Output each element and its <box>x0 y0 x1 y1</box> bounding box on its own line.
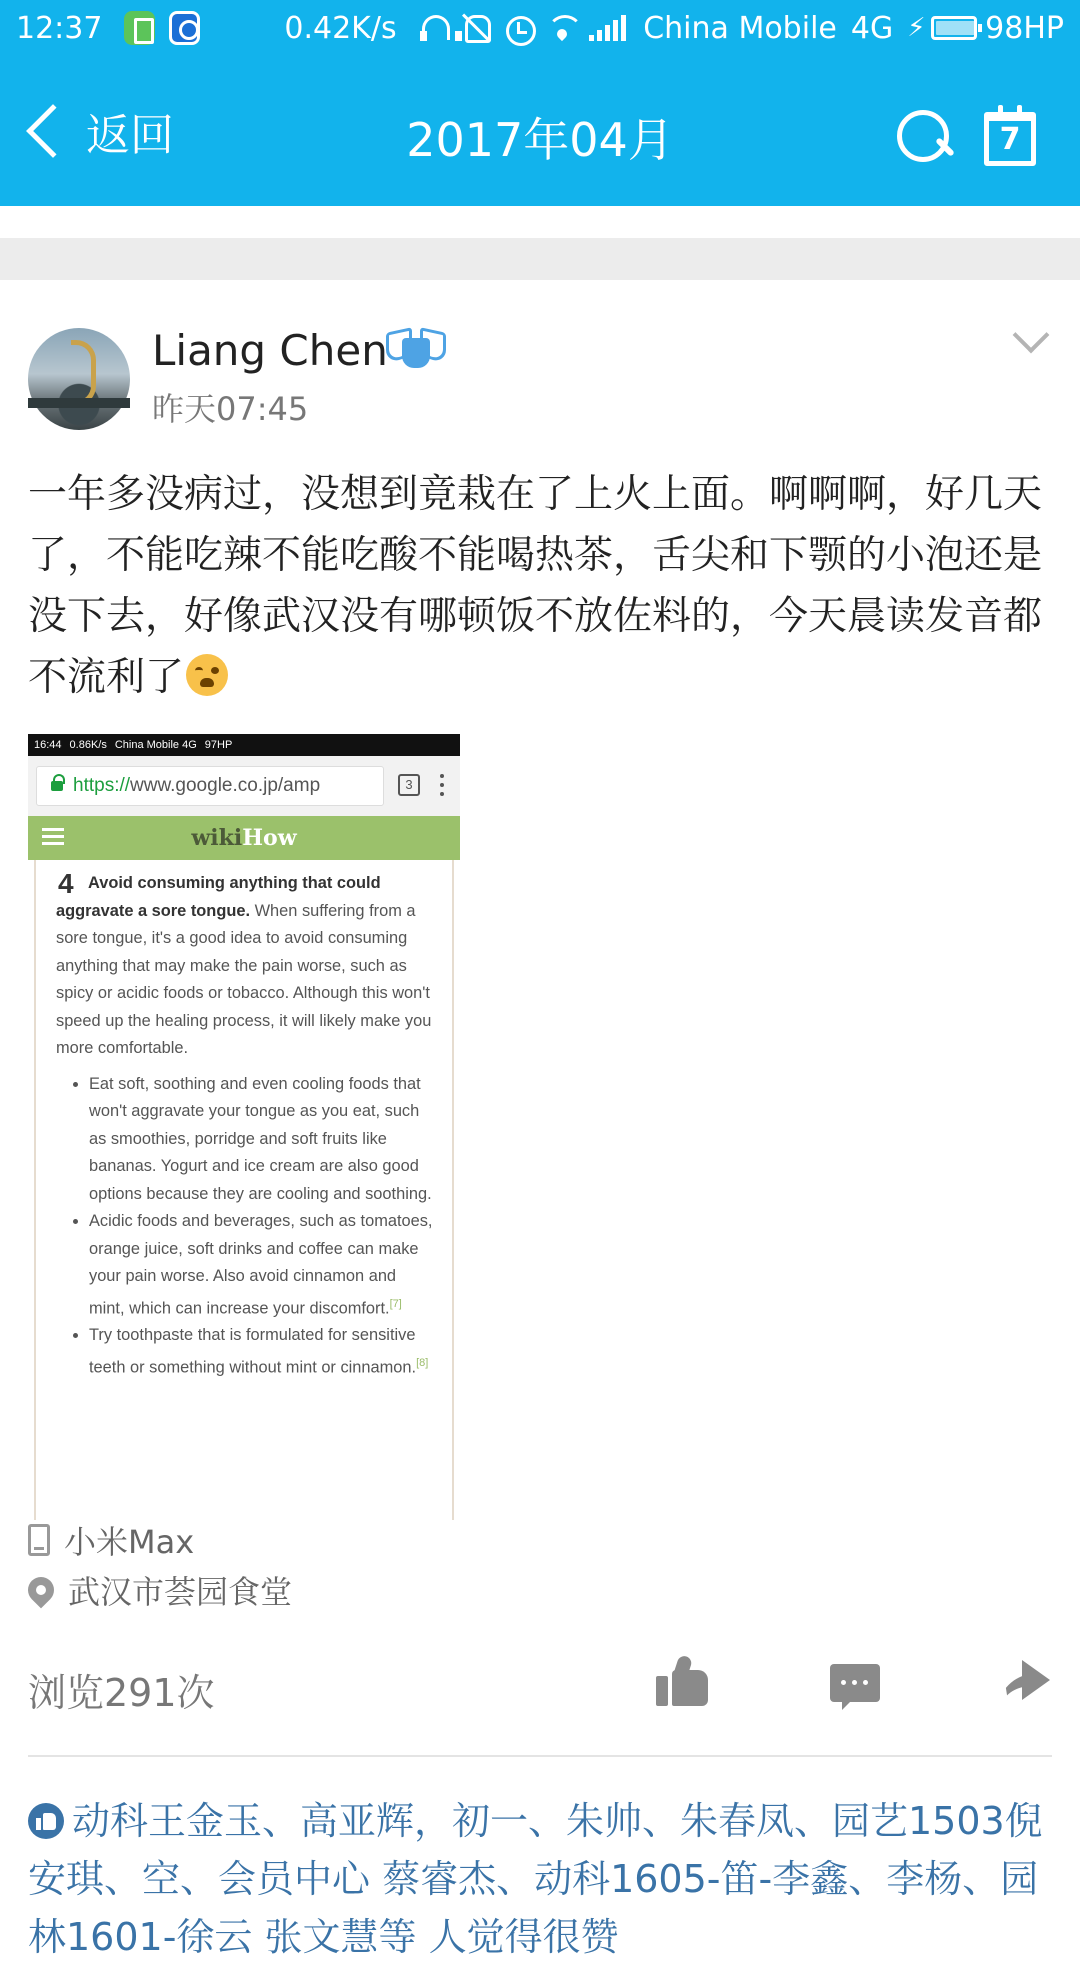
image-status-speed: 0.86K/s <box>69 739 107 751</box>
chevron-down-icon[interactable] <box>1013 317 1050 354</box>
back-button[interactable] <box>20 96 174 166</box>
vip-badge-icon[interactable] <box>386 326 446 370</box>
back-label: 返回 <box>86 110 174 161</box>
image-url-scheme: https:// <box>73 775 131 796</box>
list-item <box>89 1322 436 1381</box>
signal-icon <box>589 15 629 41</box>
device-name: 小米Max <box>64 1523 195 1561</box>
status-bar <box>0 0 1080 56</box>
page-title: 2017年04月 <box>406 113 674 167</box>
bullet-text: Acidic foods and beverages, such as tomatoes, orange juice, soft drinks and coffee can make your pain worse. Also avoid cinnamon and mint, which can increase your discomfort. <box>89 1212 433 1317</box>
image-status-time: 16:44 <box>34 739 62 751</box>
network-type: 4G <box>850 10 894 46</box>
menu-icon <box>42 828 64 831</box>
image-status-carrier: China Mobile 4G <box>114 739 197 751</box>
image-url-rest: www.google.co.jp/amp <box>130 775 321 796</box>
image-article <box>34 860 454 1520</box>
image-status-bar <box>28 734 460 756</box>
more-vert-icon <box>432 772 452 798</box>
likers-suffix: 人觉得很赞 <box>428 1915 619 1959</box>
bullet-ref: [8] <box>416 1356 429 1369</box>
mute-icon <box>459 11 490 45</box>
alarm-icon <box>502 11 533 45</box>
bullet-text: Eat soft, soothing and even cooling foods that won't aggravate your tongue as you eat, such as smoothies, porridge and soft fruits like bananas. Yogurt and ice cream are also good options because they are cooling and soothing. <box>89 1074 432 1203</box>
divider <box>28 1755 1052 1757</box>
location-info[interactable] <box>28 1568 292 1612</box>
calendar-icon[interactable]: 7 <box>984 112 1036 166</box>
image-status-battery: 97HP <box>204 739 233 751</box>
likers-list[interactable] <box>28 1792 1058 1959</box>
step-text: When suffering from a sore tongue, it's a good idea to avoid consuming anything that may make the pain worse, such as spicy or acidic foods or tobacco. Although this won't speed up the healing process, it will likely make you more comfortable. <box>56 901 432 1057</box>
bullet-text: Try toothpaste that is formulated for sensitive teeth or something without mint or cinnamon. <box>89 1326 417 1377</box>
list-item <box>89 1208 436 1322</box>
step-paragraph <box>56 870 436 1063</box>
comment-icon[interactable] <box>830 1664 880 1702</box>
search-icon[interactable] <box>895 108 955 168</box>
lock-icon <box>51 781 63 791</box>
bullet-ref: [7] <box>389 1297 402 1310</box>
carrier-name: China Mobile <box>643 10 837 46</box>
list-item <box>89 1071 436 1209</box>
notification-app-icon <box>169 11 200 45</box>
author-name[interactable]: Liang Chen <box>152 326 388 375</box>
post-image[interactable] <box>28 734 460 1502</box>
device-info <box>28 1518 194 1562</box>
tired-face-emoji-icon <box>186 654 228 696</box>
back-chevron-icon <box>26 104 80 158</box>
network-speed: 0.42K/s <box>284 10 397 46</box>
headset-icon <box>417 11 448 45</box>
site-logo-how: How <box>242 825 297 851</box>
location-pin-icon <box>23 1572 60 1609</box>
title-bar <box>0 56 1080 206</box>
location-name: 武汉市荟园食堂 <box>68 1573 293 1611</box>
step-title: Avoid consuming anything that could aggravate a sore tongue. <box>56 874 381 920</box>
step-bullets <box>56 1071 436 1382</box>
image-site-header <box>28 816 460 860</box>
like-icon[interactable] <box>656 1656 710 1708</box>
status-time: 12:37 <box>16 10 103 46</box>
site-logo-wiki: wiki <box>191 825 243 851</box>
charging-icon: ⚡ <box>907 13 926 43</box>
phone-icon <box>28 1524 50 1556</box>
likers-names[interactable]: 动科王金玉、高亚辉，初一、朱帅、朱春凤、园艺1503倪安琪、空、会员中心 蔡睿杰、动科1605-笛-李鑫、李杨、园林1601-徐云 张文慧等 <box>28 1799 1043 1959</box>
step-number: 4 <box>58 868 74 899</box>
post-text <box>28 464 1058 708</box>
notification-app-icon <box>124 11 155 45</box>
share-icon[interactable] <box>998 1660 1052 1706</box>
battery-level: 98HP <box>985 10 1064 46</box>
section-divider <box>0 238 1080 280</box>
thumbs-up-icon <box>28 1803 64 1839</box>
wifi-icon <box>545 11 576 45</box>
battery-icon <box>931 16 977 40</box>
image-browser-bar <box>28 756 460 816</box>
avatar[interactable] <box>28 328 130 430</box>
post-time: 昨天07:45 <box>152 390 309 428</box>
image-url-field <box>36 766 384 806</box>
post-body-text: 一年多没病过，没想到竟栽在了上火上面。啊啊啊，好几天了，不能吃辣不能吃酸不能喝热茶，舌尖和下颚的小泡还是没下去，好像武汉没有哪顿饭不放佐料的，今天晨读发音都不流利了 <box>28 472 1043 700</box>
tabs-icon: 3 <box>398 774 420 796</box>
view-count: 浏览291次 <box>28 1671 215 1715</box>
